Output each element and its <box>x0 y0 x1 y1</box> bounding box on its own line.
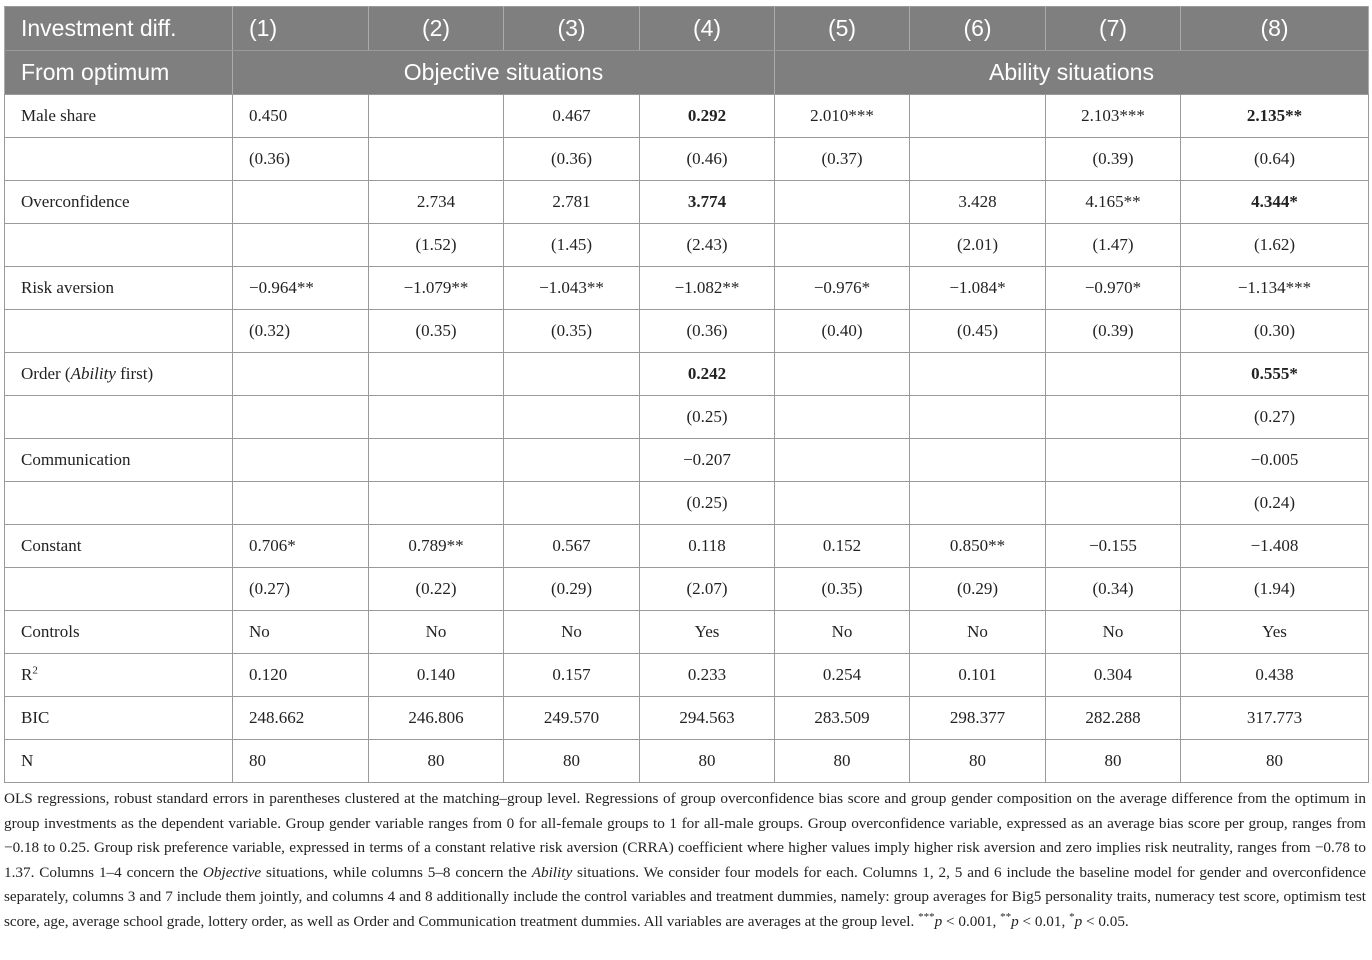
row-label <box>5 568 233 611</box>
table-cell <box>910 439 1046 482</box>
table-cell <box>910 396 1046 439</box>
table-footnote <box>4 787 1366 935</box>
table-cell: No <box>233 611 369 654</box>
row-label: Communication <box>5 439 233 482</box>
table-cell <box>233 353 369 396</box>
table-cell: 0.706* <box>233 525 369 568</box>
table-cell: −1.082** <box>640 267 775 310</box>
table-cell: (0.36) <box>504 138 640 181</box>
row-label <box>5 396 233 439</box>
table-cell <box>504 439 640 482</box>
column-group-objective: Objective situations <box>233 51 775 95</box>
table-cell <box>775 181 910 224</box>
row-label: BIC <box>5 697 233 740</box>
table-row <box>5 740 1369 783</box>
table-cell: (1.94) <box>1181 568 1369 611</box>
table-cell: 80 <box>775 740 910 783</box>
header-dependent-variable: Investment diff. <box>5 7 233 51</box>
table-cell: 80 <box>910 740 1046 783</box>
table-cell: 282.288 <box>1046 697 1181 740</box>
table-cell: Yes <box>1181 611 1369 654</box>
table-cell: 0.254 <box>775 654 910 697</box>
table-cell: (0.25) <box>640 482 775 525</box>
table-cell <box>233 439 369 482</box>
table-cell: 0.157 <box>504 654 640 697</box>
table-cell: 2.010*** <box>775 95 910 138</box>
table-cell: 0.152 <box>775 525 910 568</box>
table-cell: (0.39) <box>1046 138 1181 181</box>
table-cell: No <box>504 611 640 654</box>
table-cell: (0.27) <box>1181 396 1369 439</box>
row-label <box>5 482 233 525</box>
table-cell: (0.24) <box>1181 482 1369 525</box>
table-cell <box>233 482 369 525</box>
table-cell: 317.773 <box>1181 697 1369 740</box>
table-cell: −0.964** <box>233 267 369 310</box>
table-cell <box>775 353 910 396</box>
table-cell: 2.734 <box>369 181 504 224</box>
table-cell: 249.570 <box>504 697 640 740</box>
table-cell: 283.509 <box>775 697 910 740</box>
table-cell: (0.37) <box>775 138 910 181</box>
table-cell: 0.120 <box>233 654 369 697</box>
table-cell: 80 <box>1046 740 1181 783</box>
row-label <box>5 224 233 267</box>
table-cell <box>910 95 1046 138</box>
sig-p: p <box>934 912 943 930</box>
table-cell: 2.781 <box>504 181 640 224</box>
table-cell: (0.46) <box>640 138 775 181</box>
sig-stars: * <box>1069 910 1075 923</box>
table-cell: Yes <box>640 611 775 654</box>
table-cell: 294.563 <box>640 697 775 740</box>
note-text: situations. We consider four models for each. Columns 1, 2, 5 and 6 include the baseline model for gender and overconfidence separately, columns 3 and 7 include them jointly, and columns 4 and 8 additionally include the control variables and treatment dummies, namely: group averages for Big5 personality traits, numeracy test score, optimism test score, age, average school grade, lottery order, as well as Order and Communication treatment dummies. All variables are averages at the group level. <box>4 863 1366 930</box>
row-label: Male share <box>5 95 233 138</box>
table-cell <box>369 396 504 439</box>
table-cell: 0.555* <box>1181 353 1369 396</box>
table-cell <box>775 396 910 439</box>
table-cell: −1.408 <box>1181 525 1369 568</box>
table-cell: −0.207 <box>640 439 775 482</box>
table-cell: (1.47) <box>1046 224 1181 267</box>
table-cell: 2.103*** <box>1046 95 1181 138</box>
table-row <box>5 482 1369 525</box>
table-cell: 0.292 <box>640 95 775 138</box>
table-cell: 80 <box>233 740 369 783</box>
note-text: OLS regressions, robust standard errors in parentheses clustered at the matching–group level. Regressions of group overconfidence bias score and group gender composition on the average difference from the optimum in group investments as the dependent variable. Group gender variable ranges from 0 for all-female groups to 1 for all-male groups. Group overconfidence variable, expressed as an average bias score per group, ranges from −0.18 to 0.25. Group risk preference variable, expressed in terms of a constant relative risk aversion (CRRA) coefficient where higher values imply higher risk aversion and zero implies risk neutrality, ranges from −0.78 to 1.37. Columns 1–4 concern the <box>4 790 1366 881</box>
table-cell: 248.662 <box>233 697 369 740</box>
column-header: (8) <box>1181 7 1369 51</box>
table-cell: −0.976* <box>775 267 910 310</box>
row-label <box>5 310 233 353</box>
table-cell: No <box>1046 611 1181 654</box>
table-cell: 4.344* <box>1181 181 1369 224</box>
column-group-ability: Ability situations <box>775 51 1369 95</box>
table-cell: −1.079** <box>369 267 504 310</box>
table-row <box>5 138 1369 181</box>
table-cell: 3.428 <box>910 181 1046 224</box>
sig-stars: ** <box>1000 910 1012 923</box>
table-cell: (0.35) <box>775 568 910 611</box>
column-header: (5) <box>775 7 910 51</box>
table-cell: 0.789** <box>369 525 504 568</box>
sig-p: p <box>1011 912 1019 930</box>
header-row-columns <box>5 7 1369 51</box>
sig-stars: *** <box>918 910 935 923</box>
table-cell <box>1046 396 1181 439</box>
table-row <box>5 611 1369 654</box>
note-text: situations, while columns 5–8 concern the <box>261 863 532 881</box>
table-row <box>5 697 1369 740</box>
table-cell <box>369 482 504 525</box>
table-cell: (2.43) <box>640 224 775 267</box>
table-cell: (0.29) <box>910 568 1046 611</box>
row-label <box>5 138 233 181</box>
table-cell: (0.64) <box>1181 138 1369 181</box>
sig-threshold: < 0.01, <box>1018 912 1070 930</box>
table-cell: 2.135** <box>1181 95 1369 138</box>
header-row-groups <box>5 51 1369 95</box>
table-cell: 0.850** <box>910 525 1046 568</box>
table-cell: No <box>775 611 910 654</box>
table-cell <box>775 224 910 267</box>
table-cell <box>775 482 910 525</box>
header-dependent-variable-line2: From optimum <box>5 51 233 95</box>
table-row <box>5 439 1369 482</box>
row-label-text: Order ( <box>21 364 71 383</box>
table-cell <box>1046 482 1181 525</box>
row-label-italic: Ability <box>70 364 116 383</box>
table-body <box>5 95 1369 783</box>
table-cell <box>233 396 369 439</box>
table-cell <box>504 396 640 439</box>
table-cell: 80 <box>504 740 640 783</box>
note-italic-ability: Ability <box>531 863 573 881</box>
column-header: (3) <box>504 7 640 51</box>
table-cell: 0.450 <box>233 95 369 138</box>
table-cell <box>504 353 640 396</box>
table-cell: 3.774 <box>640 181 775 224</box>
table-cell: (2.01) <box>910 224 1046 267</box>
row-label-superscript: 2 <box>32 664 38 677</box>
table-cell: (0.32) <box>233 310 369 353</box>
table-cell <box>910 482 1046 525</box>
table-cell: 80 <box>369 740 504 783</box>
table-cell: −1.084* <box>910 267 1046 310</box>
sig-p: p <box>1074 912 1083 930</box>
table-row <box>5 353 1369 396</box>
table-cell: −1.043** <box>504 267 640 310</box>
row-label: Risk aversion <box>5 267 233 310</box>
table-row <box>5 525 1369 568</box>
column-header: (4) <box>640 7 775 51</box>
table-cell: 0.567 <box>504 525 640 568</box>
table-cell: (2.07) <box>640 568 775 611</box>
table-cell: (0.36) <box>640 310 775 353</box>
table-cell: 0.233 <box>640 654 775 697</box>
table-cell: 80 <box>640 740 775 783</box>
table-row <box>5 224 1369 267</box>
table-cell: (1.52) <box>369 224 504 267</box>
table-cell <box>369 439 504 482</box>
note-italic-objective: Objective <box>202 863 262 881</box>
table-cell: (0.30) <box>1181 310 1369 353</box>
table-cell: 246.806 <box>369 697 504 740</box>
table-cell <box>910 138 1046 181</box>
table-cell: (0.35) <box>369 310 504 353</box>
table-row <box>5 310 1369 353</box>
table-cell: 298.377 <box>910 697 1046 740</box>
table-cell <box>1046 439 1181 482</box>
table-row <box>5 654 1369 697</box>
table-cell: (0.29) <box>504 568 640 611</box>
table-cell <box>233 224 369 267</box>
table-cell: (0.35) <box>504 310 640 353</box>
table-cell: −0.970* <box>1046 267 1181 310</box>
table-cell: (0.34) <box>1046 568 1181 611</box>
regression-table-container <box>4 6 1368 783</box>
table-cell <box>1046 353 1181 396</box>
row-label-text: first) <box>115 364 154 383</box>
table-cell <box>910 353 1046 396</box>
row-label: Overconfidence <box>5 181 233 224</box>
table-cell: 0.101 <box>910 654 1046 697</box>
row-label: Constant <box>5 525 233 568</box>
table-cell: No <box>369 611 504 654</box>
table-cell: (1.45) <box>504 224 640 267</box>
column-header: (2) <box>369 7 504 51</box>
row-label <box>5 654 233 697</box>
table-cell: 80 <box>1181 740 1369 783</box>
sig-threshold: < 0.05. <box>1082 912 1129 930</box>
table-cell: 0.467 <box>504 95 640 138</box>
table-cell: (0.36) <box>233 138 369 181</box>
table-cell <box>233 181 369 224</box>
column-header: (7) <box>1046 7 1181 51</box>
table-cell: (0.40) <box>775 310 910 353</box>
table-cell: (0.27) <box>233 568 369 611</box>
table-cell: (0.22) <box>369 568 504 611</box>
table-row <box>5 181 1369 224</box>
column-header: (6) <box>910 7 1046 51</box>
table-cell <box>775 439 910 482</box>
table-cell: No <box>910 611 1046 654</box>
table-cell: 4.165** <box>1046 181 1181 224</box>
table-cell <box>369 138 504 181</box>
table-cell: (0.39) <box>1046 310 1181 353</box>
row-label-text: R <box>21 665 33 684</box>
table-row <box>5 396 1369 439</box>
table-cell <box>369 353 504 396</box>
table-cell: 0.304 <box>1046 654 1181 697</box>
table-cell <box>504 482 640 525</box>
table-cell: 0.140 <box>369 654 504 697</box>
row-label: N <box>5 740 233 783</box>
table-row <box>5 568 1369 611</box>
table-cell: 0.118 <box>640 525 775 568</box>
row-label <box>5 353 233 396</box>
table-cell: (0.45) <box>910 310 1046 353</box>
table-cell: 0.242 <box>640 353 775 396</box>
sig-threshold: < 0.001, <box>942 912 1001 930</box>
table-row <box>5 95 1369 138</box>
regression-table <box>4 6 1369 783</box>
table-cell: −1.134*** <box>1181 267 1369 310</box>
table-cell: (1.62) <box>1181 224 1369 267</box>
table-cell: (0.25) <box>640 396 775 439</box>
table-row <box>5 267 1369 310</box>
table-cell: −0.005 <box>1181 439 1369 482</box>
table-cell: −0.155 <box>1046 525 1181 568</box>
table-cell: 0.438 <box>1181 654 1369 697</box>
table-cell <box>369 95 504 138</box>
row-label: Controls <box>5 611 233 654</box>
column-header: (1) <box>233 7 369 51</box>
